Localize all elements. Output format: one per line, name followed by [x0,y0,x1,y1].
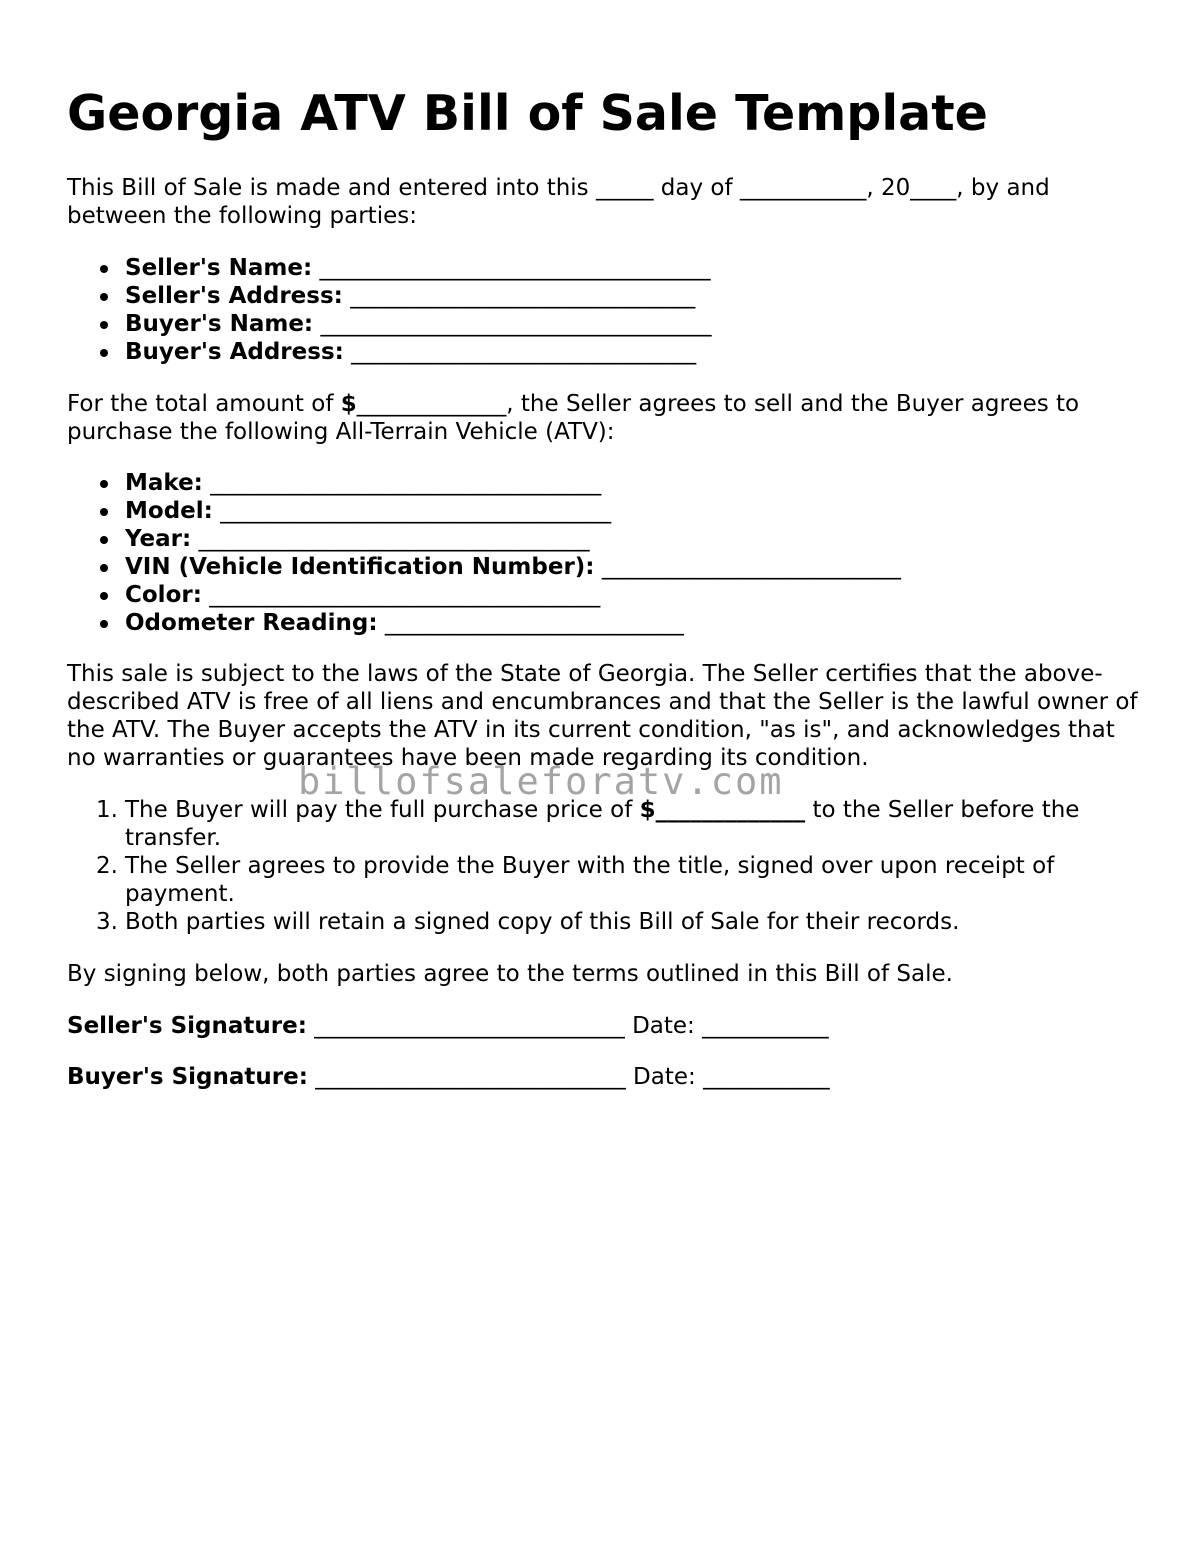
date-label: Date: [633,1064,696,1090]
color-blank[interactable]: __________________________________ [209,582,601,608]
signature-label: Seller's Signature: [67,1013,307,1039]
odometer-blank[interactable]: __________________________ [384,610,684,636]
term-text: Both parties will retain a signed copy of this Bill of Sale for their records. [125,909,960,935]
model-blank[interactable]: __________________________________ [220,498,612,524]
item-number: 1. [96,797,118,823]
list-item [67,525,1142,553]
list-item [67,796,1142,852]
day-blank[interactable]: _____ [595,175,654,201]
amount-blank[interactable]: _____________ [356,391,507,417]
parties-list [67,254,1142,366]
list-item [67,254,1142,282]
closing-paragraph: By signing below, both parties agree to the terms outlined in this Bill of Sale. [67,961,953,987]
dollar-sign: $ [340,391,357,417]
list-item [67,852,1142,908]
field-label: Buyer's Name: [125,311,314,337]
field-label: Buyer's Address: [125,339,344,365]
list-item [67,338,1142,366]
year-blank[interactable]: ____ [910,175,957,201]
terms-list [67,796,1142,936]
price-blank[interactable]: _____________ [655,797,806,823]
amount-prefix: For the total amount of [67,391,341,417]
item-number: 2. [96,853,118,879]
dollar-sign: $ [639,797,656,823]
list-item [67,609,1142,637]
field-label: VIN (Vehicle Identification Number): [125,554,595,580]
intro-prefix: This Bill of Sale is made and entered into this [67,175,596,201]
signature-label: Buyer's Signature: [67,1064,308,1090]
list-item [67,282,1142,310]
vehicle-list [67,469,1142,637]
list-item [67,469,1142,497]
intro-paragraph [67,174,1142,230]
field-label: Odometer Reading: [125,610,378,636]
amount-paragraph [67,390,1142,446]
list-item [67,908,1142,936]
law-paragraph: This sale is subject to the laws of the State of Georgia. The Seller certifies that the above-described ATV is free of all liens and encumbrances and that the Seller is the lawful owner of the ATV. The Buyer accepts the ATV in its current condition, "as is", and acknowledges that no warranties or guarantees have been made regarding its condition. [67,661,1138,771]
buyer-name-blank[interactable]: __________________________________ [320,311,712,337]
term-suffix: to the Seller before the transfer. [125,797,1080,851]
field-label: Year: [125,526,192,552]
intro-mid-2: , 20 [866,175,911,201]
field-label: Model: [125,498,213,524]
buyer-signature-blank[interactable]: ___________________________ [315,1064,626,1090]
field-label: Color: [125,582,202,608]
list-item [67,310,1142,338]
item-number: 3. [96,909,118,935]
seller-address-blank[interactable]: ______________________________ [350,283,696,309]
watermark-text: billofsaleforatv.com [298,760,784,803]
month-blank[interactable]: ___________ [739,175,867,201]
date-label: Date: [632,1013,695,1039]
term-text: The Seller agrees to provide the Buyer with the title, signed over upon receipt of payment. [125,853,1055,907]
list-item [67,497,1142,525]
intro-suffix: , by and between the following parties: [67,175,1050,229]
field-label: Seller's Address: [125,283,343,309]
seller-signature-blank[interactable]: ___________________________ [314,1013,625,1039]
buyer-address-blank[interactable]: ______________________________ [351,339,697,365]
buyer-date-blank[interactable]: ___________ [703,1064,830,1090]
seller-name-blank[interactable]: __________________________________ [319,255,711,281]
field-label: Seller's Name: [125,255,313,281]
year-field-blank[interactable]: __________________________________ [198,526,590,552]
intro-mid-1: day of [653,175,740,201]
field-label: Make: [125,470,203,496]
document-title: Georgia ATV Bill of Sale Template [67,85,988,142]
seller-date-blank[interactable]: ___________ [702,1013,829,1039]
amount-suffix: , the Seller agrees to sell and the Buyer agrees to purchase the following All-Terrain Vehicle (ATV): [67,391,1080,445]
vin-blank[interactable]: __________________________ [601,554,901,580]
term-prefix: The Buyer will pay the full purchase price of [125,797,640,823]
list-item [67,553,1142,581]
buyer-signature-line [67,1063,830,1091]
make-blank[interactable]: __________________________________ [210,470,602,496]
seller-signature-line [67,1012,829,1040]
list-item [67,581,1142,609]
